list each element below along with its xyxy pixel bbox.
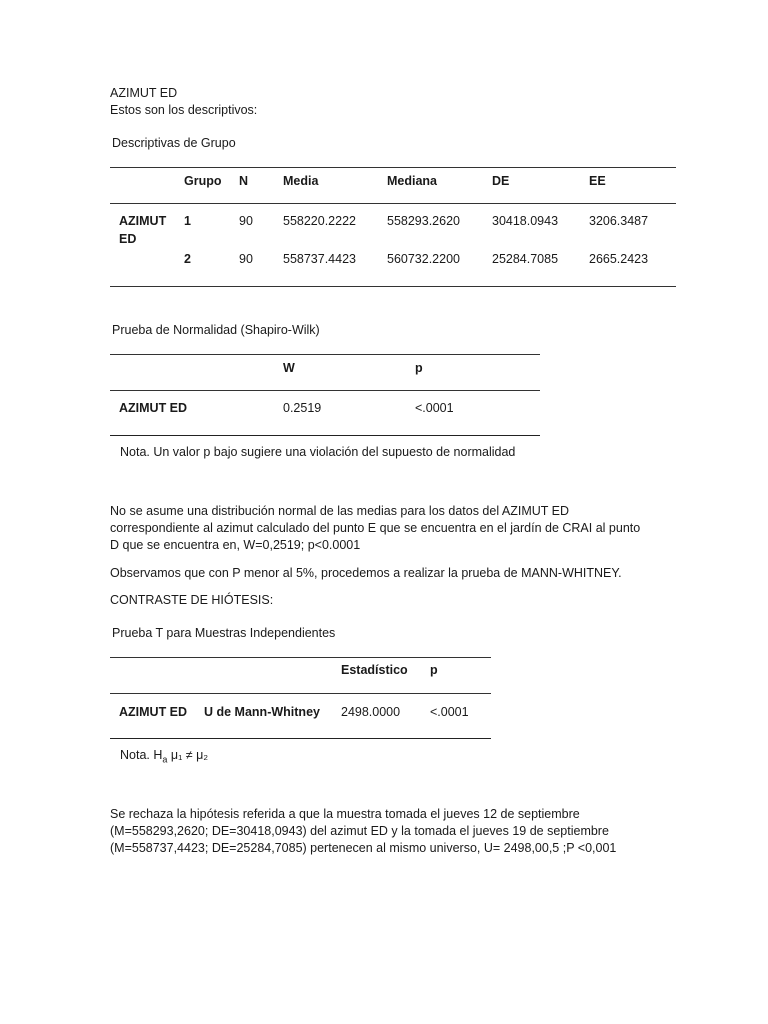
header-de: DE <box>492 174 510 188</box>
normality-caption: Prueba de Normalidad (Shapiro-Wilk) <box>112 323 320 337</box>
paragraph-line: (M=558737,4423; DE=25284,7085) pertenecen al mismo universo, U= 2498,00,5 ;P <0,001 <box>110 841 617 855</box>
cell-mediana: 558293.2620 <box>387 214 460 228</box>
cell-test-name: U de Mann-Whitney <box>204 705 320 719</box>
intro-text: Estos son los descriptivos: <box>110 103 258 117</box>
header-media: Media <box>283 174 319 188</box>
descriptives-top-rule <box>110 167 676 168</box>
header-mediana: Mediana <box>387 174 438 188</box>
header-grupo: Grupo <box>184 174 222 188</box>
paragraph-line: No se asume una distribución normal de las medias para los datos del AZIMUT ED <box>110 504 570 518</box>
header-estadistico: Estadístico <box>341 663 408 677</box>
cell-n: 90 <box>239 214 253 228</box>
cell-media: 558220.2222 <box>283 214 356 228</box>
note-prefix: Nota. H <box>120 748 163 762</box>
variable-label-line1: AZIMUT <box>119 214 167 228</box>
normality-note: Nota. Un valor p bajo sugiere una violación del supuesto de normalidad <box>120 445 516 459</box>
header-ee: EE <box>589 174 606 188</box>
cell-grupo: 2 <box>184 252 191 266</box>
cell-w: 0.2519 <box>283 401 322 415</box>
ttest-note <box>120 748 208 765</box>
cell-grupo: 1 <box>184 214 191 228</box>
paragraph-line: (M=558293,2620; DE=30418,0943) del azimut ED y la tomada el jueves 19 de septiembre <box>110 824 609 838</box>
normality-top-rule <box>110 354 540 355</box>
descriptives-header-rule <box>110 203 676 204</box>
ttest-bottom-rule <box>110 738 491 739</box>
row-label: AZIMUT ED <box>119 705 188 719</box>
cell-n: 90 <box>239 252 253 266</box>
paragraph-conclusion <box>110 806 670 857</box>
header-p: p <box>415 361 423 375</box>
section-heading-contraste: CONTRASTE DE HIÓTESIS: <box>110 593 274 607</box>
normality-bottom-rule <box>110 435 540 436</box>
paragraph-line: correspondiente al azimut calculado del punto E que se encuentra en el jardín de CRAI al punto <box>110 521 641 535</box>
cell-ee: 2665.2423 <box>589 252 649 266</box>
ttest-caption: Prueba T para Muestras Independientes <box>112 626 336 640</box>
cell-de: 30418.0943 <box>492 214 559 228</box>
variable-label-line2: ED <box>119 232 137 246</box>
descriptives-caption: Descriptivas de Grupo <box>112 136 236 150</box>
cell-p: <.0001 <box>430 705 469 719</box>
ttest-header-rule <box>110 693 491 694</box>
cell-mediana: 560732.2200 <box>387 252 460 266</box>
ttest-top-rule <box>110 657 491 658</box>
paragraph-line: Se rechaza la hipótesis referida a que la muestra tomada el jueves 12 de septiembre <box>110 807 580 821</box>
paragraph-line: D que se encuentra en, W=0,2519; p<0.0001 <box>110 538 361 552</box>
document-title: AZIMUT ED <box>110 86 178 100</box>
cell-statistic: 2498.0000 <box>341 705 401 719</box>
cell-media: 558737.4423 <box>283 252 356 266</box>
cell-ee: 3206.3487 <box>589 214 649 228</box>
paragraph-mann-whitney: Observamos que con P menor al 5%, procedemos a realizar la prueba de MANN-WHITNEY. <box>110 566 622 580</box>
cell-de: 25284.7085 <box>492 252 559 266</box>
descriptives-bottom-rule <box>110 286 676 287</box>
header-w: W <box>283 361 295 375</box>
normality-header-rule <box>110 390 540 391</box>
header-p: p <box>430 663 438 677</box>
cell-p: <.0001 <box>415 401 454 415</box>
note-subscript: a <box>162 754 168 765</box>
row-label: AZIMUT ED <box>119 401 188 415</box>
note-formula: μ₁ ≠ μ₂ <box>167 748 209 762</box>
header-n: N <box>239 174 249 188</box>
paragraph-normality <box>110 503 670 554</box>
